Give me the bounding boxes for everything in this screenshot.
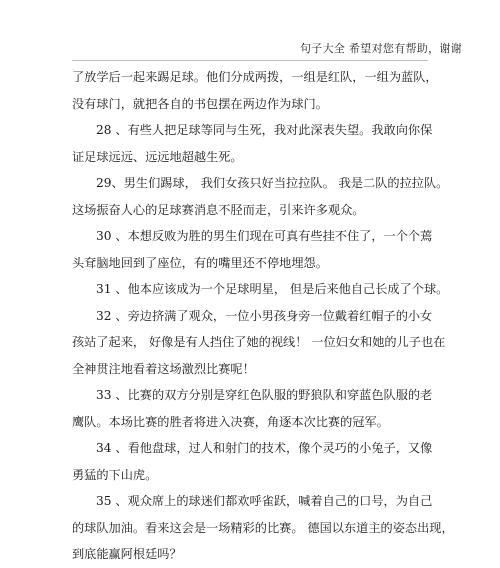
text-line: 孩站了起来， 好像是有人挡住了她的视线！ 一位妇女和她的儿子也在 xyxy=(72,335,446,349)
text-line: 的球队加油。看来这会是一场精彩的比赛。 德国以东道主的姿态出现， xyxy=(72,520,454,535)
page-header: 句子大全 希望对您有帮助，谢谢 xyxy=(300,42,462,55)
paragraph-28-start: 28 、有些人把足球等同与生死，我对此深表失望。我敢向你保 xyxy=(96,123,433,137)
document-body xyxy=(72,64,454,568)
text-line: 没有球门，就把各自的书包摆在两边作为球门。 xyxy=(72,96,328,111)
text-line: 证足球远远、远远地超越生死。 xyxy=(72,149,243,164)
header-divider xyxy=(72,60,428,61)
paragraph-30-start: 30 、本想反败为胜的男生们现在可真有些挂不住了，一个个蔫 xyxy=(96,229,433,243)
paragraph-34-start: 34 、看他盘球，过人和射门的技术，像个灵巧的小兔子，又像 xyxy=(96,441,433,455)
paragraph-31-start: 31 、他本应该成为一个足球明星， 但是后来他自己长成了个球。 xyxy=(96,282,449,296)
text-line: 了放学后一起来踢足球。他们分成两拨，一组是红队，一组为蓝队， xyxy=(72,70,438,84)
text-line: 这场振奋人心的足球赛消息不胫而走，引来许多观众。 xyxy=(72,202,365,217)
text-line: 鹰队。本场比赛的胜者将进入决赛，角逐本次比赛的冠军。 xyxy=(72,414,389,429)
paragraph-33-start: 33 、比赛的双方分别是穿红色队服的野狼队和穿蓝色队服的老 xyxy=(96,388,433,402)
text-line: 全神贯注地看着这场激烈比赛呢！ xyxy=(72,361,255,376)
paragraph-32-start: 32 、旁边挤满了观众，一位小男孩身旁一位戴着红帽子的小女 xyxy=(96,308,433,323)
paragraph-35-start: 35 、观众席上的球迷们都欢呼雀跃，喊着自己的口号，为自己 xyxy=(96,494,433,508)
text-line: 勇猛的下山虎。 xyxy=(72,467,158,482)
paragraph-29-start: 29、男生们踢球， 我们女孩只好当拉拉队。 我是二队的拉拉队。 xyxy=(96,176,449,190)
text-line: 头耷脑地回到了座位，有的嘴里还不停地埋怨。 xyxy=(72,255,328,270)
text-line: 到底能赢阿根廷吗？ xyxy=(72,547,182,561)
